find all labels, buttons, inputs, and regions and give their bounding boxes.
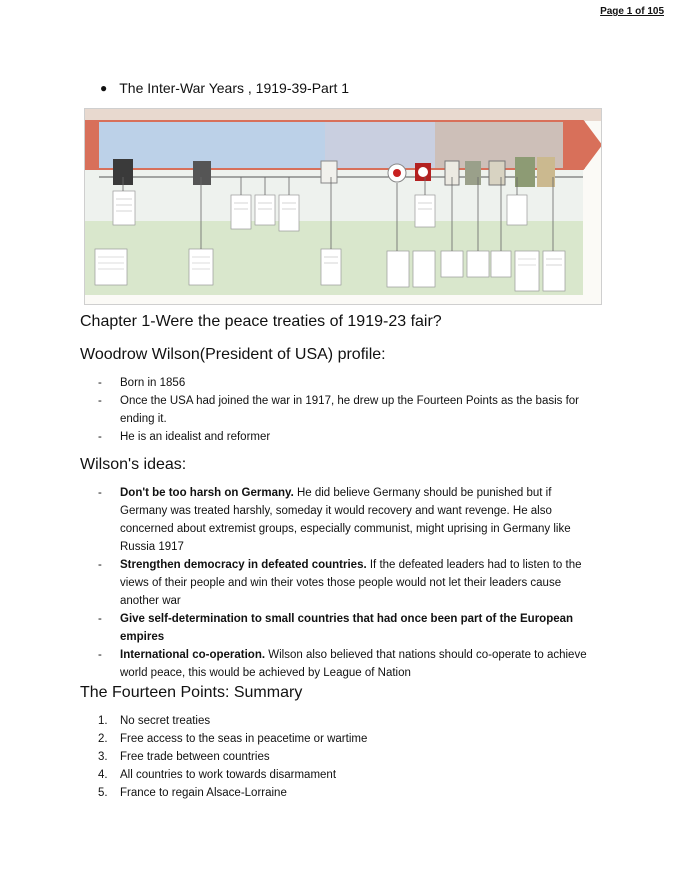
list-item (98, 766, 598, 784)
profile-heading: Woodrow Wilson(President of USA) profile: (80, 346, 386, 363)
timeline-flag-japan-sun (393, 169, 401, 177)
section-bullet (100, 80, 349, 96)
idea-bold: International co-operation. (120, 649, 266, 661)
list-number: 5. (98, 787, 108, 799)
list-item (98, 730, 598, 748)
timeline-flag-germany-disc (418, 167, 428, 177)
list-number: 4. (98, 769, 108, 781)
point-text: Free access to the seas in peacetime or wartime (120, 733, 368, 745)
list-number: 1. (98, 715, 108, 727)
idea-text: If the defeated leaders had to listen to the views of their people and win their votes those people would not let their leaders cause another war (120, 559, 582, 607)
timeline-photo (515, 157, 535, 187)
list-item (98, 784, 598, 802)
list-item: - He is an idealist and reformer (96, 428, 596, 446)
timeline-header-strip (85, 109, 601, 121)
idea-bold: Give self-determination to small countries that had once been part of the European empires (120, 613, 574, 643)
idea-text: He did believe Germany should be punished but if Germany was treated harshly, someday it would recovery and want revenge. He also concerned about extremist groups, especially communist, might uprising in Germany like Russia 1917 (120, 487, 571, 553)
timeline-photo (321, 161, 337, 183)
timeline-photo (537, 157, 555, 187)
timeline-right-cap (563, 121, 601, 169)
timeline-photo (465, 161, 481, 185)
bullet-dot-icon: ● (100, 81, 108, 95)
point-text: France to regain Alsace-Lorraine (120, 787, 287, 799)
list-item (96, 484, 596, 556)
timeline-photo (193, 161, 211, 185)
ideas-heading: Wilson's ideas: (80, 456, 187, 473)
profile-list (96, 374, 596, 446)
list-item (98, 748, 598, 766)
list-item (96, 646, 596, 682)
point-text: Free trade between countries (120, 751, 270, 763)
list-number: 3. (98, 751, 108, 763)
idea-bold: Don't be too harsh on Germany. (120, 487, 294, 499)
page-number: Page 1 of 105 (600, 6, 664, 17)
points-list (98, 712, 598, 802)
timeline-graphic (85, 109, 601, 304)
points-heading: The Fourteen Points: Summary (80, 684, 303, 701)
timeline-photo (489, 161, 505, 185)
section-title: The Inter-War Years , 1919-39-Part 1 (119, 80, 350, 96)
idea-bold: Strengthen democracy in defeated countries. (120, 559, 367, 571)
idea-text: Wilson also believed that nations should co-operate to achieve world peace, this would be achieved by League of Nation (120, 649, 587, 679)
list-item: - Once the USA had joined the war in 1917, he drew up the Fourteen Points as the basis for ending it. (96, 392, 596, 428)
point-text: No secret treaties (120, 715, 211, 727)
chapter-title: Chapter 1-Were the peace treaties of 1919-23 fair? (80, 313, 442, 330)
list-item: - Born in 1856 (96, 374, 596, 392)
list-item (96, 610, 596, 646)
list-number: 2. (98, 733, 108, 745)
ideas-list (96, 484, 596, 682)
point-text: All countries to work towards disarmament (120, 769, 337, 781)
timeline-image (84, 108, 602, 305)
list-item (98, 712, 598, 730)
timeline-left-cap (85, 121, 99, 169)
list-item (96, 556, 596, 610)
